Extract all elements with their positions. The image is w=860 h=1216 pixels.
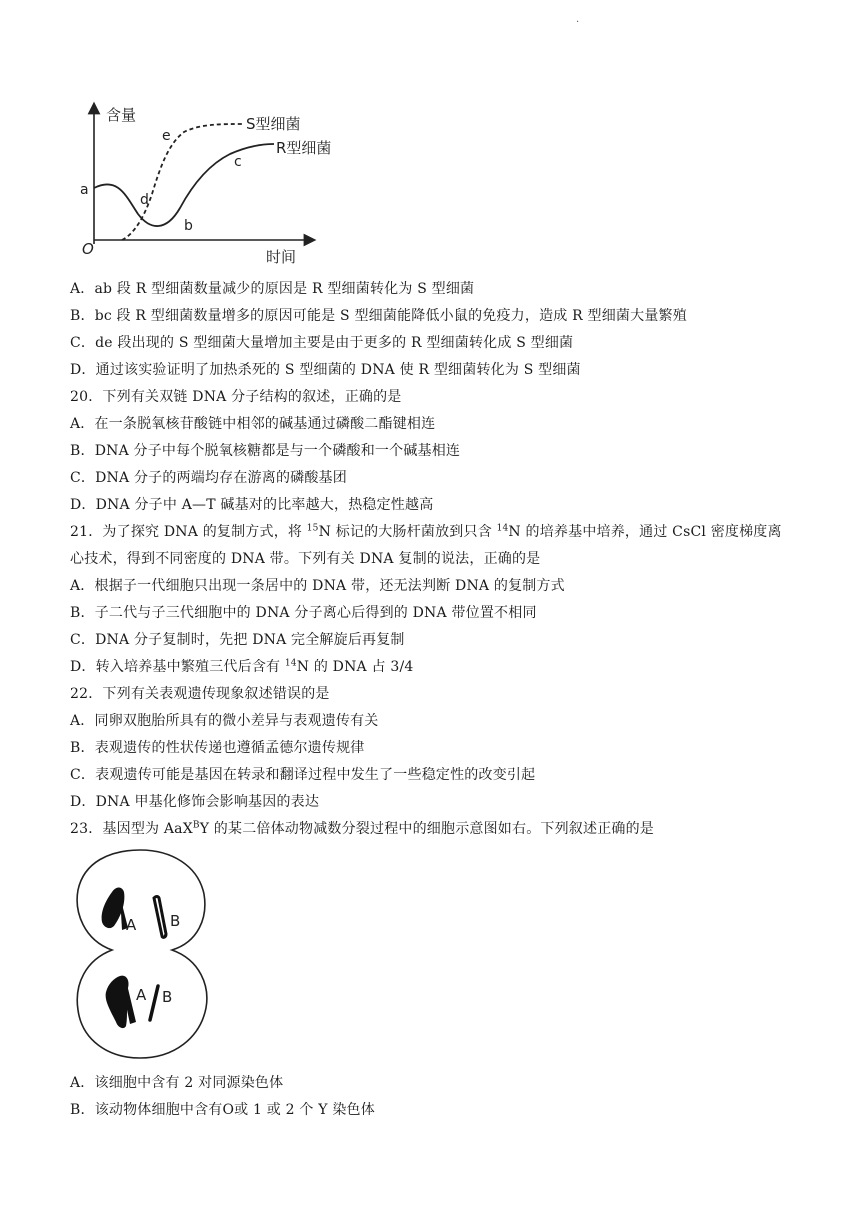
q23-option-a: A．该细胞中含有 2 对同源染色体: [70, 1075, 284, 1091]
top-label-b: B: [170, 912, 181, 930]
origin-label: O: [82, 240, 94, 258]
top-label-a: A: [126, 916, 137, 934]
s-curve-label: S型细菌: [246, 115, 301, 133]
q21-sup-15: 15: [306, 523, 319, 534]
q23-option-b: B．该动物体细胞中含有O或 1 或 2 个 Y 染色体: [70, 1102, 375, 1118]
q19-option-d: D．通过该实验证明了加热杀死的 S 型细菌的 DNA 使 R 型细菌转化为 S 型细菌: [70, 362, 581, 378]
dividing-cell-figure: [70, 846, 220, 1062]
q21-stem-part3: N 的培养基中培养，通过 CsCl 密度梯度离: [508, 524, 782, 540]
q19-option-b: B．bc 段 R 型细菌数量增多的原因可能是 S 型细菌能降低小鼠的免疫力，造成 R 型细菌大量繁殖: [70, 308, 687, 324]
point-a-label: a: [80, 182, 89, 198]
q21-option-a: A．根据子一代细胞只出现一条居中的 DNA 带，还无法判断 DNA 的复制方式: [70, 578, 565, 594]
q22-option-d: D．DNA 甲基化修饰会影响基因的表达: [70, 794, 320, 810]
q20-option-b: B．DNA 分子中每个脱氧核糖都是与一个磷酸和一个碱基相连: [70, 443, 461, 459]
q19-option-c: C．de 段出现的 S 型细菌大量增加主要是由于更多的 R 型细菌转化成 S 型细菌: [70, 335, 574, 351]
top-chromosome-small: [154, 897, 166, 938]
q21-stem-line2: 心技术，得到不同密度的 DNA 带。下列有关 DNA 复制的说法，正确的是: [70, 551, 541, 567]
bacteria-growth-figure: [70, 96, 360, 270]
bottom-label-a: A: [136, 986, 147, 1004]
y-axis-label: 含量: [106, 106, 137, 124]
x-axis-label: 时间: [266, 248, 297, 266]
bottom-label-b: B: [162, 988, 173, 1006]
point-d-label: d: [140, 192, 149, 208]
q23-stem-part1: 23．基因型为 AaX: [70, 821, 193, 837]
r-bacteria-curve: [94, 144, 274, 226]
q21-stem-part2: N 标记的大肠杆菌放到只含: [318, 524, 497, 540]
point-c-label: c: [234, 154, 242, 170]
q19-option-a: A．ab 段 R 型细菌数量减少的原因是 R 型细菌转化为 S 型细菌: [70, 281, 475, 297]
q21-option-d-part2: N 的 DNA 占 3/4: [296, 659, 414, 675]
q20-option-c: C．DNA 分子的两端均存在游离的磷酸基团: [70, 470, 347, 486]
q20-stem: 20．下列有关双链 DNA 分子结构的叙述，正确的是: [70, 389, 402, 405]
cell-membrane: [77, 850, 207, 1058]
q21-option-c: C．DNA 分子复制时，先把 DNA 完全解旋后再复制: [70, 632, 405, 648]
q22-option-c: C．表观遗传可能是基因在转录和翻译过程中发生了一些稳定性的改变引起: [70, 767, 536, 783]
q22-option-b: B．表观遗传的性状传递也遵循孟德尔遗传规律: [70, 740, 365, 756]
s-bacteria-curve: [122, 124, 244, 240]
q22-option-a: A．同卵双胞胎所具有的微小差异与表观遗传有关: [70, 713, 379, 729]
point-b-label: b: [184, 218, 193, 234]
q21-stem-line1: [70, 523, 782, 541]
header-dot: .: [576, 14, 580, 25]
q21-stem-part1: 21．为了探究 DNA 的复制方式，将: [70, 524, 307, 540]
q20-option-a: A．在一条脱氧核苷酸链中相邻的碱基通过磷酸二酯键相连: [70, 416, 436, 432]
q21-option-d: [70, 658, 414, 676]
q22-stem: 22．下列有关表观遗传现象叙述错误的是: [70, 686, 330, 702]
point-e-label: e: [162, 128, 171, 144]
q21-option-b: B．子二代与子三代细胞中的 DNA 分子离心后得到的 DNA 带位置不相同: [70, 605, 537, 621]
q23-stem-sup: B: [192, 820, 200, 831]
q23-stem-part2: Y 的某二倍体动物减数分裂过程中的细胞示意图如右。下列叙述正确的是: [199, 821, 655, 837]
r-curve-label: R型细菌: [276, 139, 332, 157]
q21-option-d-sup: 14: [284, 658, 297, 669]
q20-option-d: D．DNA 分子中 A—T 碱基对的比率越大，热稳定性越高: [70, 497, 434, 513]
q21-sup-14: 14: [496, 523, 509, 534]
q21-option-d-part1: D．转入培养基中繁殖三代后含有: [70, 659, 285, 675]
q23-stem: [70, 820, 654, 838]
bottom-chromosome-small: [150, 986, 158, 1020]
